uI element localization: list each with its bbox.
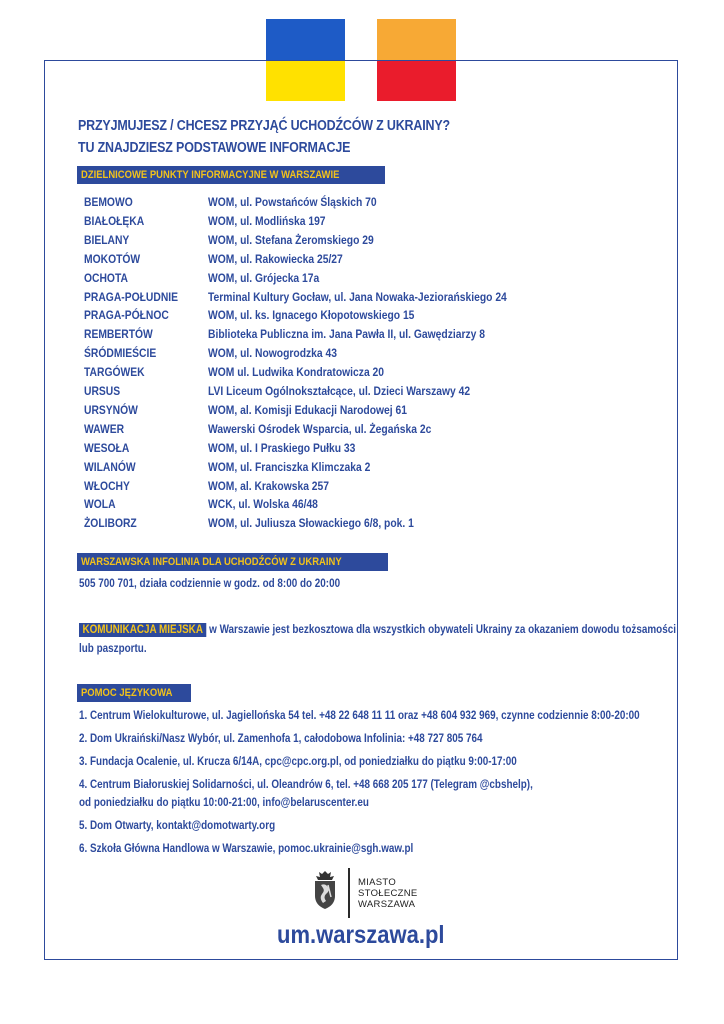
language-help-section-label: POMOC JĘZYKOWA [77, 684, 191, 702]
district-address: WOM, al. Krakowska 257 [208, 478, 330, 493]
district-address: Terminal Kultury Gocław, ul. Jana Nowaka-Jeziorańskiego 24 [208, 289, 507, 304]
language-help-item: 6. Szkoła Główna Handlowa w Warszawie, pomoc.ukrainie@sgh.waw.pl [79, 843, 414, 855]
logo-text-line3: WARSZAWA [358, 899, 416, 910]
district-address: LVI Liceum Ogólnokształcące, ul. Dzieci Warszawy 42 [208, 384, 471, 398]
district-name: BIELANY [84, 232, 130, 247]
hotline-section-label: WARSZAWSKA INFOLINIA DLA UCHODŹCÓW Z UKRAINY [77, 553, 388, 571]
page-title-line2: TU ZNAJDZIESZ PODSTAWOWE INFORMACJE [78, 140, 351, 156]
language-help-item: od poniedziałku do piątku 10:00-21:00, info@belaruscenter.eu [79, 797, 369, 809]
district-name: WOLA [84, 497, 116, 512]
hotline-text: 505 700 701, działa codziennie w godz. od 8:00 do 20:00 [79, 578, 341, 590]
district-address: WOM, ul. Powstańców Śląskich 70 [208, 195, 377, 209]
district-address: WOM, ul. Rakowiecka 25/27 [208, 251, 343, 266]
district-address: WOM, ul. Grójecka 17a [208, 270, 320, 285]
district-address: WOM, ul. Juliusza Słowackiego 6/8, pok. 1 [208, 516, 414, 531]
district-address: WOM, ul. Modlińska 197 [208, 213, 326, 228]
district-name: TARGÓWEK [84, 365, 145, 380]
district-address: WOM, ul. Nowogrodzka 43 [208, 346, 338, 361]
district-address: Biblioteka Publiczna im. Jana Pawła II, ul. Gawędziarzy 8 [208, 327, 486, 342]
district-address: WOM, al. Komisji Edukacji Narodowej 61 [208, 402, 407, 417]
language-help-item: 2. Dom Ukraiński/Nasz Wybór, ul. Zamenhofa 1, całodobowa Infolinia: +48 727 805 764 [79, 733, 483, 745]
district-name: URSUS [84, 384, 121, 398]
logo-text-line1: MIASTO [358, 877, 397, 888]
district-address: Wawerski Ośrodek Wsparcia, ul. Żegańska 2c [208, 421, 432, 436]
district-address: WOM ul. Ludwika Kondratowicza 20 [208, 365, 385, 380]
district-address: WOM, ul. ks. Ignacego Kłopotowskiego 15 [208, 308, 415, 323]
district-name: MOKOTÓW [84, 251, 141, 266]
district-name: WILANÓW [84, 459, 136, 474]
warsaw-crest-icon [312, 870, 338, 910]
warsaw-flag-top [377, 19, 456, 60]
logo-divider [348, 868, 350, 918]
language-help-item: 3. Fundacja Ocalenie, ul. Krucza 6/14A, cpc@cpc.org.pl, od poniedziałku do piątku 9:00-17:00 [79, 756, 517, 768]
transport-text: w Warszawie jest bezkosztowa dla wszystkich obywateli Ukrainy za okazaniem dowodu tożsamości [206, 624, 676, 636]
district-name: ŚRÓDMIEŚCIE [84, 346, 157, 361]
district-name: REMBERTÓW [84, 327, 153, 342]
district-name: URSYNÓW [84, 402, 138, 417]
language-help-item: 1. Centrum Wielokulturowe, ul. Jagiellońska 54 tel. +48 22 648 11 11 oraz +48 604 932 969, czynne codziennie 8:00-20:00 [79, 710, 640, 722]
website-link[interactable]: um.warszawa.pl [277, 921, 445, 949]
transport-text-line2: lub paszportu. [79, 643, 147, 655]
points-section-label: DZIELNICOWE PUNKTY INFORMACYJNE W WARSZAWIE [77, 166, 385, 184]
logo-text-line2: STOŁECZNE [358, 888, 418, 899]
district-address: WCK, ul. Wolska 46/48 [208, 497, 318, 512]
ukraine-flag-top [266, 19, 345, 60]
district-name: WAWER [84, 421, 125, 436]
district-name: WESOŁA [84, 440, 130, 455]
warsaw-logo [312, 868, 432, 920]
district-address: WOM, ul. Franciszka Klimczaka 2 [208, 459, 371, 474]
language-help-item: 5. Dom Otwarty, kontakt@domotwarty.org [79, 820, 276, 832]
district-name: WŁOCHY [84, 478, 130, 493]
district-address: WOM, ul. I Praskiego Pułku 33 [208, 440, 356, 455]
district-name: ŻOLIBORZ [84, 516, 137, 531]
district-name: BIAŁOŁĘKA [84, 213, 145, 228]
district-address: WOM, ul. Stefana Żeromskiego 29 [208, 232, 374, 247]
district-name: BEMOWO [84, 195, 133, 209]
transport-paragraph [79, 624, 676, 636]
page-title-line1: PRZYJMUJESZ / CHCESZ PRZYJĄĆ UCHODŹCÓW Z UKRAINY? [78, 118, 450, 134]
district-name: OCHOTA [84, 270, 128, 285]
district-name: PRAGA-POŁUDNIE [84, 289, 179, 304]
language-help-item: 4. Centrum Białoruskiej Solidarności, ul. Oleandrów 6, tel. +48 668 205 177 (Telegram @cbshelp), [79, 779, 533, 791]
district-name: PRAGA-PÓŁNOC [84, 308, 169, 323]
transport-label: KOMUNIKACJA MIEJSKA [79, 623, 206, 637]
